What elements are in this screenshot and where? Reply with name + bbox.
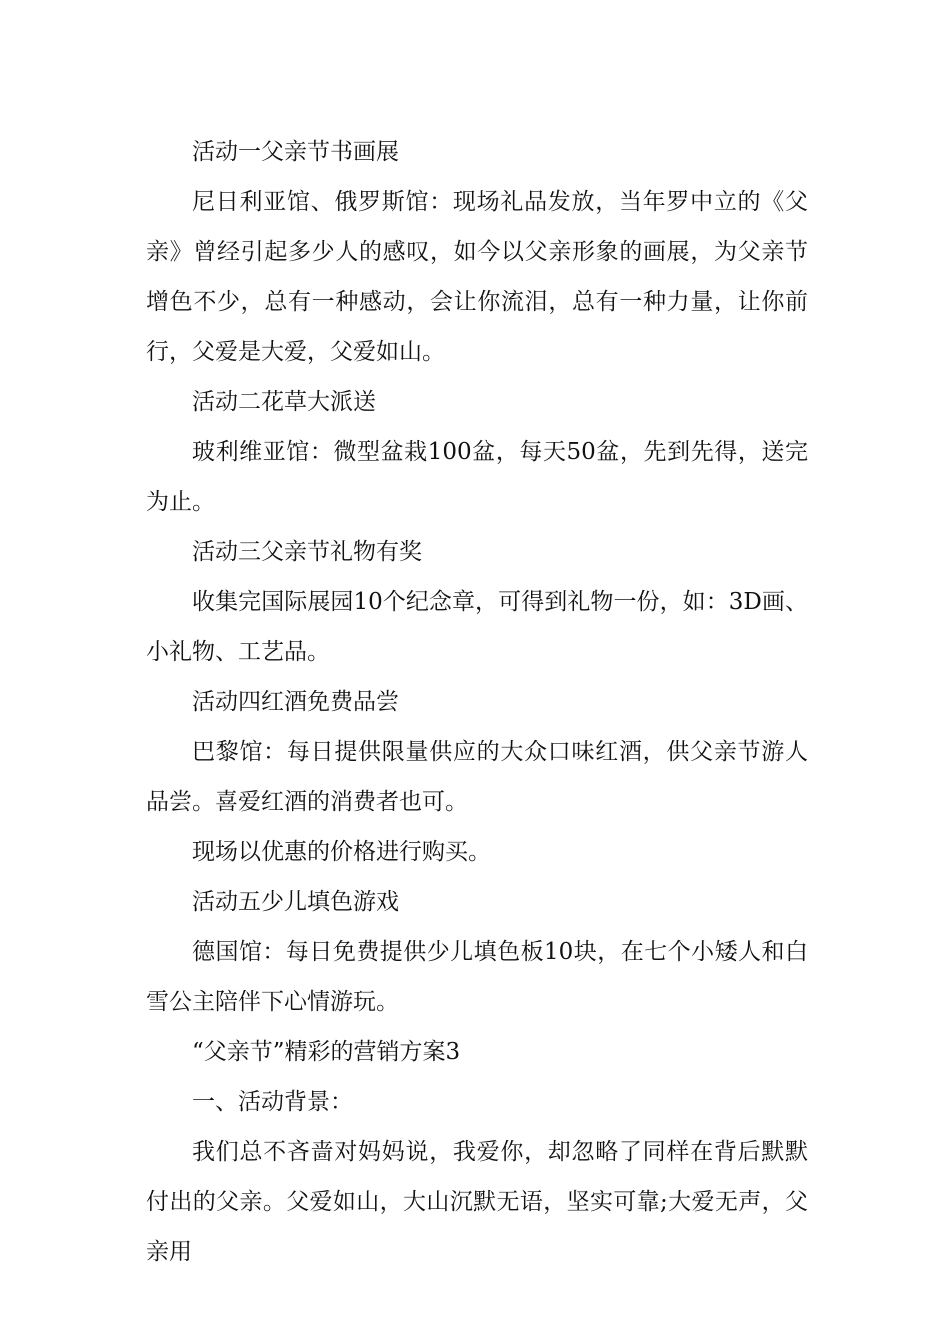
heading-plan-3: “父亲节”精彩的营销方案3 (192, 1039, 461, 1065)
paragraph-background: 我们总不吝啬对妈妈说，我爱你，却忽略了同样在背后默默付出的父亲。父爱如山，大山沉默无语，坚实可靠;大爱无声，父亲用 (146, 1139, 808, 1265)
paragraph-activity-2: 玻利维亚馆：微型盆栽100盆，每天50盆，先到先得，送完为止。 (146, 439, 808, 515)
heading-background: 一、活动背景： (192, 1089, 353, 1115)
heading-activity-3: 活动三父亲节礼物有奖 (192, 539, 422, 565)
heading-activity-2: 活动二花草大派送 (192, 389, 376, 415)
paragraph-activity-4: 巴黎馆：每日提供限量供应的大众口味红酒，供父亲节游人品尝。喜爱红酒的消费者也可。 (146, 739, 808, 815)
heading-activity-5: 活动五少儿填色游戏 (192, 889, 399, 915)
document-page (146, 127, 808, 1277)
paragraph-activity-4-extra: 现场以优惠的价格进行购买。 (192, 839, 491, 865)
paragraph-activity-1: 尼日利亚馆、俄罗斯馆：现场礼品发放，当年罗中立的《父亲》曾经引起多少人的感叹，如今以父亲形象的画展，为父亲节增色不少，总有一种感动，会让你流泪，总有一种力量，让你前行，父爱是大爱，父爱如山。 (146, 189, 808, 365)
heading-activity-1: 活动一父亲节书画展 (192, 139, 399, 165)
heading-activity-4: 活动四红酒免费品尝 (192, 689, 399, 715)
paragraph-activity-3: 收集完国际展园10个纪念章，可得到礼物一份，如：3D画、小礼物、工艺品。 (146, 589, 808, 665)
paragraph-activity-5: 德国馆：每日免费提供少儿填色板10块，在七个小矮人和白雪公主陪伴下心情游玩。 (146, 939, 808, 1015)
